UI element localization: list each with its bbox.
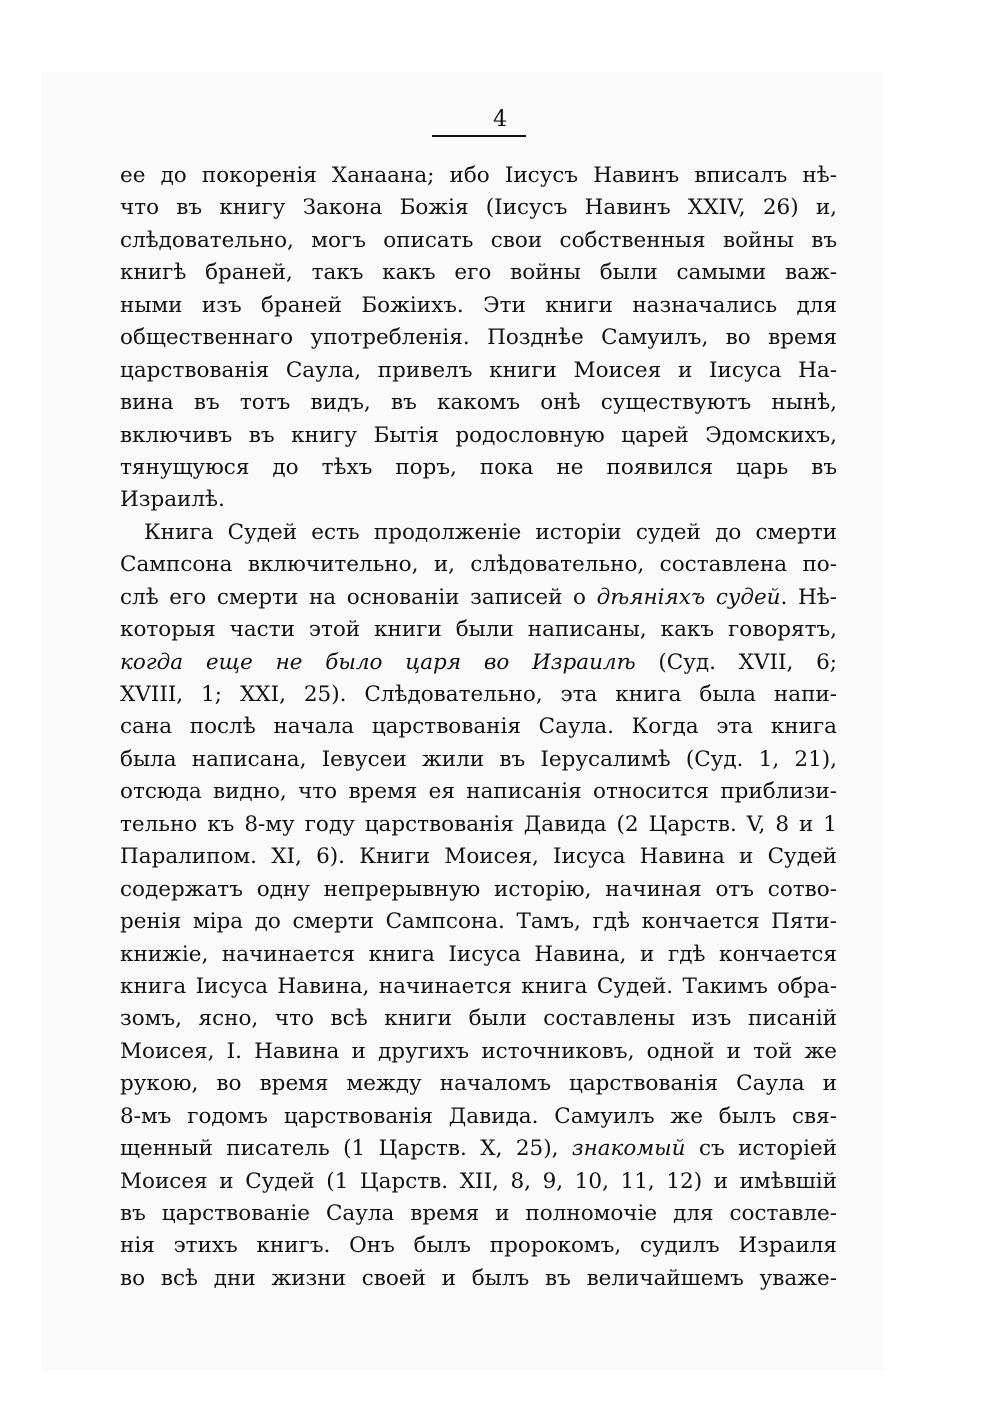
text-segment: тельно къ 8-му году царствованія Давида (2 Царств. V, 8 и 1: [120, 811, 837, 837]
text-segment: слѣ его смерти на основаніи записей о: [120, 584, 597, 610]
text-segment: ее до покоренія Ханаана; ибо Іисусъ Навинъ вписалъ нѣ-: [120, 163, 837, 188]
text-segment: была написана, Іевусеи жили въ Іерусалимѣ (Суд. 1, 21),: [120, 746, 837, 772]
text-line: [120, 452, 837, 484]
text-line: [120, 1263, 837, 1295]
text-line: [120, 1036, 837, 1068]
italic-text: когда еще не было царя во Израилѣ: [120, 649, 636, 675]
text-segment: книга Іисуса Навина, начинается книга Судей. Такимъ обра-: [120, 973, 837, 999]
text-line: [120, 484, 837, 516]
text-segment: рукою, во время между началомъ царствованія Саула и: [120, 1071, 837, 1097]
text-line: [120, 1133, 837, 1165]
text-line: [120, 1003, 837, 1035]
text-line: [120, 160, 837, 192]
text-line: [120, 549, 837, 581]
text-line: [120, 711, 837, 743]
text-segment: Израилѣ.: [120, 487, 225, 513]
text-line: [120, 420, 837, 452]
text-segment: нія этихъ книгъ. Онъ былъ пророкомъ, судилъ Израиля: [120, 1233, 837, 1259]
text-line: [120, 355, 837, 387]
text-line: [120, 614, 837, 646]
text-segment: вина въ тотъ видъ, въ какомъ онѣ существуютъ нынѣ,: [120, 390, 837, 416]
text-segment: Книга Судей есть продолженіе исторіи судей до смерти: [144, 519, 837, 545]
text-line: [120, 1068, 837, 1100]
italic-text: знакомый: [571, 1136, 686, 1162]
italic-text: дѣяніяхъ судей: [596, 584, 781, 610]
text-line: [120, 582, 837, 614]
text-segment: ными изъ браней Божіихъ. Эти книги назначались для: [120, 292, 837, 318]
text-segment: книгѣ браней, такъ какъ его войны были самыми важ-: [120, 260, 837, 286]
page-number-rule: [432, 135, 526, 137]
text-line: [120, 809, 837, 841]
text-segment: съ исторіей: [685, 1136, 837, 1162]
text-line: [120, 387, 837, 419]
text-line: [120, 971, 837, 1003]
text-line: [120, 841, 837, 873]
text-segment: царствованія Саула, привелъ книги Моисея и Іисуса На-: [120, 357, 837, 383]
text-segment: щенный писатель (1 Царств. X, 25),: [120, 1136, 572, 1162]
text-segment: слѣдовательно, могъ описать свои собственныя войны въ: [120, 227, 837, 253]
text-line: [120, 517, 837, 549]
text-segment: общественнаго употребленія. Позднѣе Самуилъ, во время: [120, 325, 837, 351]
text-line: [120, 1101, 837, 1133]
text-segment: Моисея, І. Навина и другихъ источниковъ, одной и той же: [120, 1038, 837, 1064]
text-segment: въ царствованіе Саула время и полномочіе для составле-: [120, 1201, 837, 1226]
text-line: [120, 1230, 837, 1262]
text-line: [120, 1166, 837, 1198]
text-line: [120, 322, 837, 354]
text-line: [120, 776, 837, 808]
body-text: [120, 160, 837, 1295]
text-segment: которыя части этой книги были написаны, какъ говорятъ,: [120, 617, 837, 643]
text-segment: Сампсона включительно, и, слѣдовательно, составлена по-: [120, 552, 837, 578]
text-segment: зомъ, ясно, что всѣ книги были составлены изъ писаній: [120, 1006, 837, 1032]
text-segment: что въ книгу Закона Божія (Іисусъ Навинъ XXIV, 26) и,: [120, 195, 837, 221]
text-line: [120, 225, 837, 257]
text-segment: включивъ въ книгу Бытія родословную царей Эдомскихъ,: [120, 422, 837, 448]
text-line: [120, 939, 837, 971]
text-segment: содержатъ одну непрерывную исторію, начиная отъ сотво-: [120, 876, 837, 902]
text-segment: . Нѣ-: [780, 584, 837, 610]
text-segment: сана послѣ начала царствованія Саула. Когда эта книга: [120, 714, 837, 740]
text-segment: 8-мъ годомъ царствованія Давида. Самуилъ же былъ свя-: [120, 1103, 837, 1129]
text-segment: (Суд. XVII, 6;: [635, 649, 837, 675]
text-line: [120, 679, 837, 711]
text-segment: XVIII, 1; XXI, 25). Слѣдовательно, эта книга была напи-: [120, 682, 837, 707]
text-line: [120, 257, 837, 289]
text-line: [120, 744, 837, 776]
text-line: [120, 290, 837, 322]
text-line: [120, 1198, 837, 1230]
text-line: [120, 874, 837, 906]
text-line: [120, 192, 837, 224]
text-segment: Моисея и Судей (1 Царств. XII, 8, 9, 10, 11, 12) и имѣвшій: [120, 1168, 837, 1194]
text-line: [120, 647, 837, 679]
text-segment: ренія міра до смерти Сампсона. Тамъ, гдѣ кончается Пяти-: [120, 909, 837, 935]
text-segment: книжіе, начинается книга Іисуса Навина, и гдѣ кончается: [120, 941, 837, 967]
text-line: [120, 906, 837, 938]
text-segment: отсюда видно, что время ея написанія относится приблизи-: [120, 779, 837, 805]
page-number: 4: [493, 107, 507, 132]
text-segment: во всѣ дни жизни своей и былъ въ величайшемъ уваже-: [120, 1265, 837, 1291]
text-segment: тянущуюся до тѣхъ поръ, пока не появился царь въ: [120, 454, 837, 480]
text-segment: Паралипом. XI, 6). Книги Моисея, Іисуса Навина и Судей: [120, 844, 837, 870]
